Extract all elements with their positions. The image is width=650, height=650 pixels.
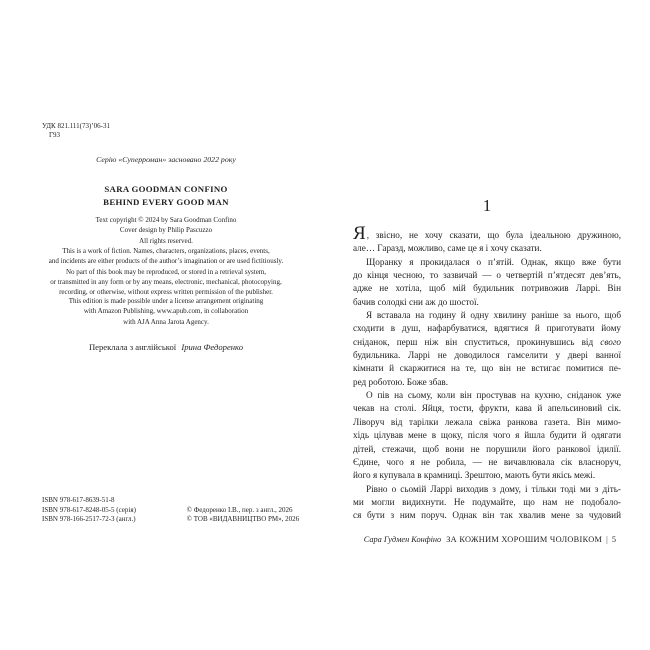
text-line: бачив солодкі сни аж до шостої. [353,296,479,307]
text-line: Ліворуч від тарілки лежала свіжа ранкова газета. Він мимо- [353,416,621,427]
text-line: дітей, стежачи, щоб вони не порушили його ранкової ідилії. [353,443,621,454]
translator-credit [30,342,302,352]
original-title-block [30,183,302,208]
disclaimer-line: This is a work of fiction. Names, characters, organizations, places, events, [62,247,270,255]
drop-cap: Я [353,223,366,244]
original-author: SARA GOODMAN CONFINO [104,184,228,194]
isbn-line: ISBN 978-166-2517-72-3 (англ.) [42,515,136,524]
footer-separator: | [606,535,608,544]
license-note [30,296,302,327]
text-line: Я, звісно, не хочу сказати, що була ідеальною дружиною, [353,223,621,244]
text-line: його я купувала в крамниці. Зрештою, мають бути якісь межі. [353,470,596,481]
footer-page-number: 5 [611,535,616,544]
text-line: чекав на столі. Яйця, тости, фрукти, кава й апельсиновий сік. [353,403,621,414]
license-line: This edition is made possible under a license arrangement originating [68,297,264,305]
text-line: Я вставала на годину й одну хвилину раніше за нього, щоб [366,310,621,321]
isbn-line: ISBN 978-617-8639-51-8 [42,496,115,504]
cover-design-line: Cover design by Philip Pascuzzo [119,226,213,235]
text-line: О пів на сьому, коли він простував на кухню, сніданок уже [366,390,621,401]
page-right-chapter [353,0,621,650]
author-sign-code: Г93 [49,131,61,139]
text-line: кімнати й скаржитися на те, що він не встигає помитися пе- [353,363,621,374]
text-line: адже не хотіла, щоб мій будильник потривожив Ларрі. Він [353,283,621,294]
text-line: сніданок, перш ніж він спуститься, прокинувшись від свого [353,336,621,347]
translator-name: Ірина Федоренко [181,342,244,352]
fiction-disclaimer [30,246,302,297]
paragraph [353,309,621,389]
text-line: але… Гаразд, можливо, саме це я і хочу сказати. [353,243,542,254]
isbn-line: ISBN 978-617-8248-05-5 (серія) [42,505,136,514]
text-line: ми могли видихнути. Не подумайте, що нам не подобало- [353,496,621,507]
series-note: Серію «Суперроман» засновано 2022 року [96,155,236,164]
copyright-notice-line: © Федоренко І.В., пер. з англ., 2026 [186,505,293,514]
paragraph [353,256,621,309]
text-line: ред роботою. Боже збав. [353,376,449,387]
text-line: будильника. Ларрі не доводилося гамселити у двері ванної [353,350,621,361]
footer-author: Сара Гудмен Конфіно [363,535,442,544]
text-line: ся бути з ним поруч. Однак він так хвалив мене за чудовий [353,510,621,521]
license-line: with AJA Anna Jarota Agency. [123,317,209,326]
page-left-imprint [30,0,302,650]
text-line: Рівно о сьомій Ларрі виходив з дому, і тільки тоді ми з діть- [366,483,621,494]
copyright-line: Text copyright © 2024 by Sara Goodman Confino [95,216,237,224]
isbn-list [42,496,136,525]
text-line: сходити в душ, нафарбуватися, вдягтися й приготувати йому [353,323,621,334]
paragraph [353,223,621,256]
original-title: BEHIND EVERY GOOD MAN [103,196,229,207]
disclaimer-line: and incidents are either products of the author’s imagination or are used fictitiously. [48,257,284,266]
disclaimer-line: No part of this book may be reproduced, or stored in a retrieval system, [65,267,267,276]
copyright-notice-line: © ТОВ «ВИДАВНИЦТВО РМ», 2026 [186,515,300,524]
udc-classification [42,122,110,140]
paragraph [353,483,621,523]
body-text [353,223,621,523]
text-line: Щоранку я прокидалася о п’ятій. Однак, якщо вже бути [366,256,621,267]
footer-book-title: ЗА КОЖНИМ ХОРОШИМ ЧОЛОВІКОМ [446,535,603,544]
udc-code: УДК 821.111(73)’06-31 [42,122,110,130]
isbn-copyright-row [42,496,299,525]
disclaimer-line: recording, or otherwise, without express written permission of the publisher. [59,288,273,297]
copyright-block [30,215,302,236]
license-line: with Amazon Publishing, www.apub.com, in collaboration [83,307,249,316]
paragraph [353,389,621,482]
text-line: Єдине, чого я не робила, — не вичавлювала сік власноруч, [353,456,621,467]
rights-reserved-line: All rights reserved. [139,237,193,245]
chapter-number: 1 [482,196,492,215]
text-line: до кінця чесною, то зазвичай — о четвертій п’ятдесят дев’ять, [353,270,621,281]
disclaimer-line: or transmitted in any form or by any means, electronic, mechanical, photocopying, [50,277,282,286]
copyright-notices [187,506,299,525]
running-footer [353,535,621,544]
translator-label: Переклала з англійської [88,342,177,352]
text-line: хідь цілував мене в щоку, після чого я йшла будити й одягати [353,430,621,441]
